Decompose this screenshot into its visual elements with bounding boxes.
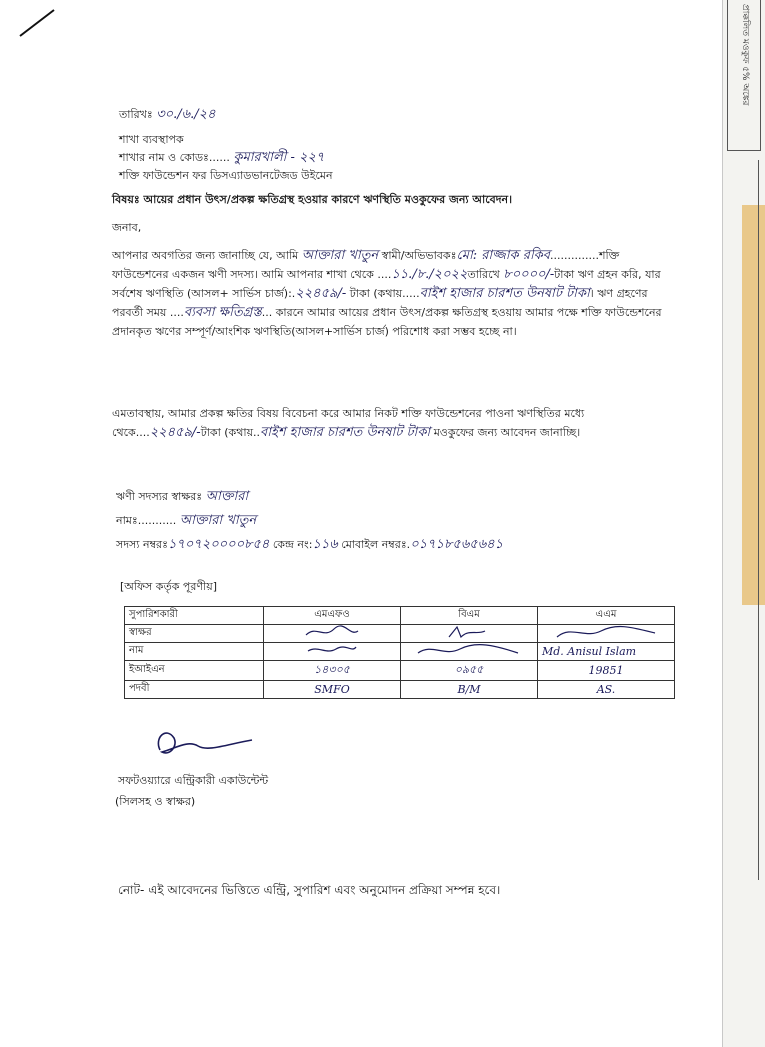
am-ein: 19851 xyxy=(538,661,675,681)
borrower-name-handwritten: আক্তারা খাতুন xyxy=(301,248,379,263)
para1-text-7: । ঋণ গ্রহণের পরবর্তী সময় .... xyxy=(112,287,648,319)
loan-date-handwritten: ১১./৮./২০২২ xyxy=(391,267,468,282)
para1-text-2: স্বামী/অভিভাবকঃ xyxy=(378,249,457,262)
date-value: ৩০./৬./২৪ xyxy=(156,107,216,122)
para2-text-3: মওকুফের জন্য আবেদন জানাচ্ছি। xyxy=(430,426,581,439)
header-cell: বিএম xyxy=(401,607,538,625)
signature-scribble xyxy=(551,625,661,639)
waiver-words-handwritten: বাইশ হাজার চারশত উনষাট টাকা xyxy=(260,425,431,440)
paragraph-1 xyxy=(112,246,667,341)
header-cell: এমএফও xyxy=(264,607,401,625)
bm-signature xyxy=(401,625,538,643)
bm-designation: B/M xyxy=(401,681,538,699)
center-number-label: কেন্দ্র নং: xyxy=(272,538,313,551)
mobile-number-label: মোবাইল নম্বরঃ. xyxy=(341,538,411,551)
accountant-signature xyxy=(148,720,258,766)
balance-handwritten: ২২৪৫৯/- xyxy=(295,286,347,301)
salutation: জনাব, xyxy=(112,221,142,234)
center-number-value: ১১৬ xyxy=(312,537,338,552)
reason-handwritten: ব্যবসা ক্ষতিগ্রস্ত xyxy=(183,305,262,320)
subject-line: বিষয়ঃ আয়ের প্রধান উৎস/প্রকল্প ক্ষতিগ্রস্থ হওয়ার কারণে ঋণস্থিতি মওকুফের জন্য আবেদন। xyxy=(112,193,513,206)
signature-scribble xyxy=(439,625,499,639)
organization-name: শক্তি ফাউন্ডেশন ফর ডিসএ্যাডভানটেজড উইমেন xyxy=(119,169,333,182)
approval-table xyxy=(124,606,675,699)
accountant-seal-note: (সিলসহ ও স্বাক্ষর) xyxy=(115,795,196,808)
accountant-title: সফটওয়্যারে এন্ট্রিকারী একাউন্টেন্ট xyxy=(118,774,269,787)
borrower-name-label: নামঃ........... xyxy=(116,514,177,527)
signature-row xyxy=(125,625,675,643)
branch-value: কুমারখালী - ২২৭ xyxy=(233,150,325,165)
mfo-ein: ১৪৩০৫ xyxy=(264,661,401,681)
name-row xyxy=(125,643,675,661)
balance-words-handwritten: বাইশ হাজার চারশত উনষাট টাকা xyxy=(419,286,590,301)
borrower-name-line xyxy=(116,514,256,528)
mfo-signature xyxy=(264,625,401,643)
row-label: ইআইএন xyxy=(125,661,264,681)
member-number-value: ১৭০৭২০০০০৮৫৪ xyxy=(167,537,270,552)
paragraph-2 xyxy=(112,404,667,442)
am-name: Md. Anisul Islam xyxy=(538,643,675,661)
waiver-amount-handwritten: ২২৪৫৯/- xyxy=(149,425,201,440)
branch-label: শাখার নাম ও কোডঃ...... xyxy=(119,151,230,164)
borrower-signature-label: ঋণী সদস্যর স্বাক্ষরঃ xyxy=(116,490,203,503)
bm-name xyxy=(401,643,538,661)
mfo-name xyxy=(264,643,401,661)
header-cell: সুপারিশকারী xyxy=(125,607,264,625)
row-label: পদবী xyxy=(125,681,264,699)
pen-mark xyxy=(18,6,58,40)
recipient-title: শাখা ব্যবস্থাপক xyxy=(119,133,184,146)
loan-amount-handwritten: ৮০০০০/- xyxy=(503,267,555,282)
bm-ein: ০৯৫৫ xyxy=(401,661,538,681)
name-scribble xyxy=(414,643,524,657)
borrower-signature-line xyxy=(116,490,248,504)
branch-line xyxy=(119,151,324,165)
adjacent-page-rule xyxy=(758,160,759,880)
mobile-number-value: ০১৭১৮৫৬৫৬৪১ xyxy=(410,537,504,552)
para1-text-8: ... কারনে আমার আয়ের প্রধান উৎস/প্রকল্প ক্ষতিগ্রস্থ হওয়ায় আমার পক্ষে শক্তি ফাউন্ডেশনের প্রদানকৃত ঋণের সম্পূর্ণ/আংশিক ঋণস্থিতি(আসল+সার্ভিস চার্জ) পরিশোধ করা সম্ভব হচ্ছে না। xyxy=(112,306,662,338)
borrower-name-value: আক্তারা খাতুন xyxy=(179,513,257,528)
name-scribble xyxy=(302,643,362,657)
office-use-label: [অফিস কর্তৃক পূরণীয়] xyxy=(120,580,217,593)
para2-text-1: এমতাবস্থায়, আমার প্রকল্প ক্ষতির বিষয় বিবেচনা করে আমার নিকট শক্তি ফাউন্ডেশনের পাওনা ঋণস্থিতির মধ্যে থেকে.... xyxy=(112,407,585,439)
para2-text-2: টাকা (কথায়.. xyxy=(200,426,261,439)
am-signature xyxy=(538,625,675,643)
para1-text-4: তারিখে xyxy=(467,268,504,281)
mfo-designation: SMFO xyxy=(264,681,401,699)
borrower-signature: আক্তারা xyxy=(205,489,249,504)
member-info-line xyxy=(116,538,503,552)
adjacent-page-text: প্রাক্কলিত মওকুফ ৫% অঙ্কের xyxy=(740,4,750,106)
date-label: তারিখঃ xyxy=(119,108,153,121)
date-line xyxy=(119,108,216,122)
ein-row xyxy=(125,661,675,681)
designation-row xyxy=(125,681,675,699)
signature-scribble xyxy=(302,625,362,639)
guardian-name-handwritten: মো: রাজ্জাক রকিব xyxy=(456,248,550,263)
row-label: নাম xyxy=(125,643,264,661)
para1-text-5: টাকা ঋণ গ্রহন করি, যার সর্বশেষ ঋণস্থিতি (আসল+ সার্ভিস চার্জ):. xyxy=(112,268,661,300)
footer-note: নোট- এই আবেদনের ভিত্তিতে এন্ট্রি, সুপারিশ এবং অনুমোদন প্রক্রিয়া সম্পন্ন হবে। xyxy=(118,883,501,897)
para1-text-1: আপনার অবগতির জন্য জানাচ্ছি যে, আমি xyxy=(112,249,302,262)
header-cell: এএম xyxy=(538,607,675,625)
member-number-label: সদস্য নম্বরঃ xyxy=(116,538,168,551)
row-label: স্বাক্ষর xyxy=(125,625,264,643)
adjacent-page-color-strip xyxy=(742,205,765,605)
approval-header-row xyxy=(125,607,675,625)
para1-text-3: ..............শক্তি ফাউন্ডেশনের একজন ঋণী সদস্য। আমি আপনার শাখা থেকে .... xyxy=(112,249,620,281)
am-designation: AS. xyxy=(538,681,675,699)
para1-text-6: টাকা (কথায়..... xyxy=(346,287,420,300)
